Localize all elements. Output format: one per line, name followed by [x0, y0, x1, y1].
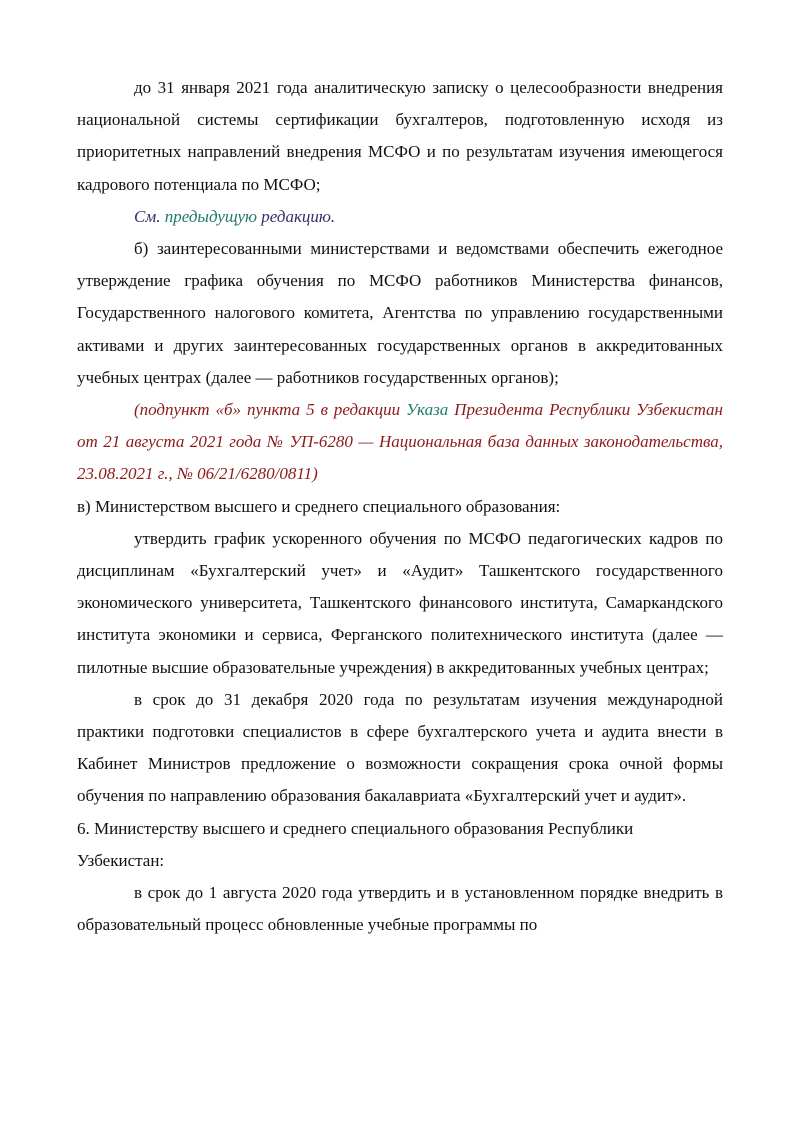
paragraph-analytical-note: до 31 января 2021 года аналитическую записку о целесообразности внедрения национальной системы сертификации бухгалтеров, подготовленную исходя из приоритетных направлений внедрения МСФО и по результатам изучения имеющегося кадрового потенциала по МСФО;: [77, 78, 723, 194]
paragraph-subpoint-b: б) заинтересованными министерствами и ведомствами обеспечить ежегодное утверждение графика обучения по МСФО работников Министерства финансов, Государственного налогового комитета, Агентства по управлению государственными активами и других заинтересованных государственных органов в аккредитованных учебных центрах (далее — работников государственных органов);: [77, 239, 723, 387]
see-previous-edition-note: [77, 201, 723, 233]
paragraph-training-schedule: утвердить график ускоренного обучения по МСФО педагогических кадров по дисциплинам «Бухгалтерский учет» и «Аудит» Ташкентского государственного экономического университета, Ташкентского финансового института, Самаркандского института экономики и сервиса, Ферганского политехнического института (далее — пилотные высшие образовательные учреждения) в аккредитованных учебных центрах;: [77, 528, 723, 677]
see-previous-pre: См.: [134, 206, 161, 226]
paragraph-deadline-december: в срок до 31 декабря 2020 года по результатам изучения международной практики подготовки специалистов в сфере бухгалтерского учета и аудита внести в Кабинет Министров предложение о возможности сокращения срока очной формы обучения по направлению образования бакалавриата «Бухгалтерский учет и аудит».: [77, 689, 723, 806]
amendment-note: [77, 394, 723, 491]
decree-link[interactable]: Указа: [406, 400, 449, 420]
previous-edition-link[interactable]: предыдущую: [164, 206, 257, 226]
paragraph-deadline-august: в срок до 1 августа 2020 года утвердить и в установленном порядке внедрить в образовательный процесс обновленные учебные программы по: [77, 883, 723, 935]
amendment-pre: (подпункт «б» пункта 5 в редакции: [134, 400, 401, 420]
amendment-post: Президента Республики Узбекистан от 21 августа 2021 года № УП-6280 — Национальная база данных законодательства, 23.08.2021 г., № 06/21/6280/0811): [77, 400, 723, 484]
document-page: [77, 72, 723, 941]
paragraph-subpoint-v: в) Министерством высшего и среднего специального образования:: [77, 496, 561, 516]
see-previous-post: редакцию.: [261, 206, 336, 226]
paragraph-point-6: 6. Министерству высшего и среднего специального образования Республики Узбекистан:: [77, 818, 634, 870]
